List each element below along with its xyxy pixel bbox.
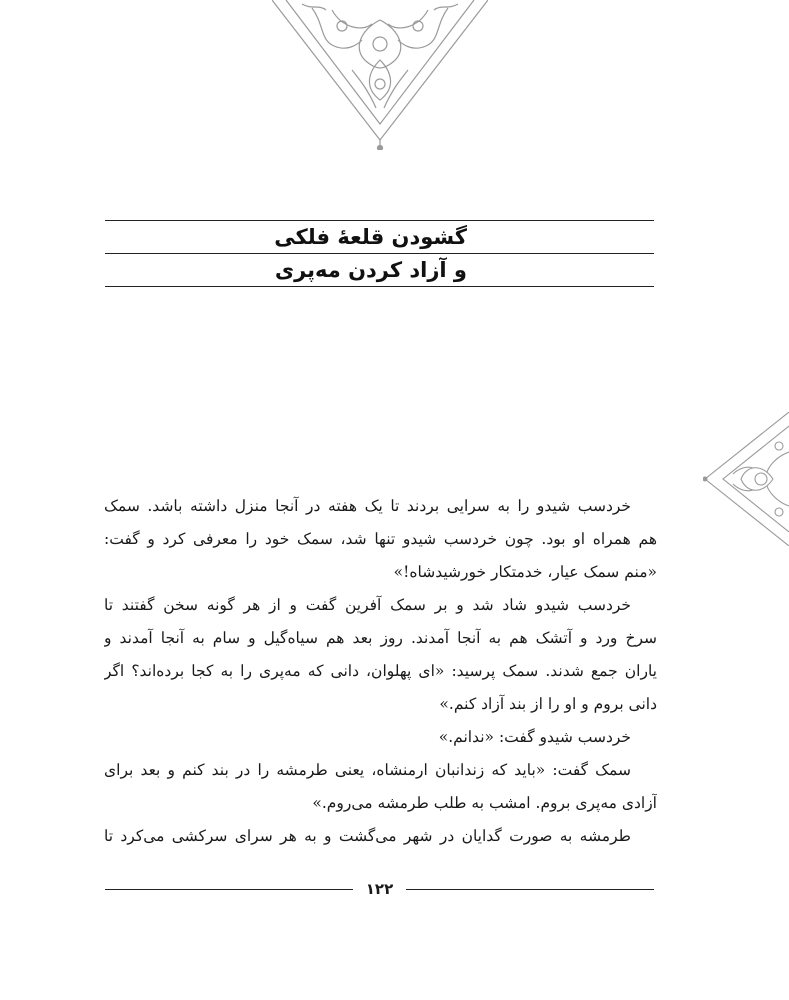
text-line: دانی بروم و او را از بند آزاد کنم.» xyxy=(439,695,657,713)
chapter-title-line-2: و آزاد کردن مه‌پری xyxy=(274,258,467,282)
text-line: خردسب شیدو را به سرایی بردند تا یک هفته در آنجا منزل داشته باشد. سمک xyxy=(104,497,631,515)
chapter-heading xyxy=(105,220,654,287)
text-line: هم همراه او بود. چون خردسب شیدو تنها شد، سمک خود را معرفی کرد و گفت: xyxy=(104,530,657,548)
footer-rule-right xyxy=(406,889,654,890)
text-line: سرخ ورد و آتشک هم به آنجا آمدند. روز بعد هم سیاه‌گیل و سام به آنجا آمدند و xyxy=(104,629,657,647)
page-number: ۱۲۲ xyxy=(365,880,394,898)
text-line: خردسب شیدو شاد شد و بر سمک آفرین گفت و از هر گونه سخن گفتند تا xyxy=(104,596,631,614)
top-arabesque-ornament xyxy=(272,0,488,150)
heading-rule-bottom xyxy=(105,286,654,287)
text-line: آزادی مه‌پری بروم. امشب به طلب طرمشه می‌روم.» xyxy=(312,794,657,812)
side-arabesque-ornament xyxy=(703,412,789,546)
text-line: «منم سمک عیار، خدمتکار خورشیدشاه!» xyxy=(393,563,657,581)
body-text xyxy=(104,490,657,853)
text-line: طرمشه به صورت گدایان در شهر می‌گشت و به هر سرای سرکشی می‌کرد تا xyxy=(104,827,631,845)
page-footer xyxy=(105,877,654,901)
chapter-title-line-1: گشودن قلعهٔ فلکی xyxy=(274,225,467,249)
text-line: یاران جمع شدند. سمک پرسید: «ای پهلوان، دانی که مه‌پری را به کجا برده‌اند؟ اگر xyxy=(104,662,657,680)
text-line: سمک گفت: «باید که زندانبان ارمنشاه، یعنی طرمشه را در بند کنم و بعد برای xyxy=(104,761,631,779)
text-line: خردسب شیدو گفت: «ندانم.» xyxy=(438,728,631,746)
